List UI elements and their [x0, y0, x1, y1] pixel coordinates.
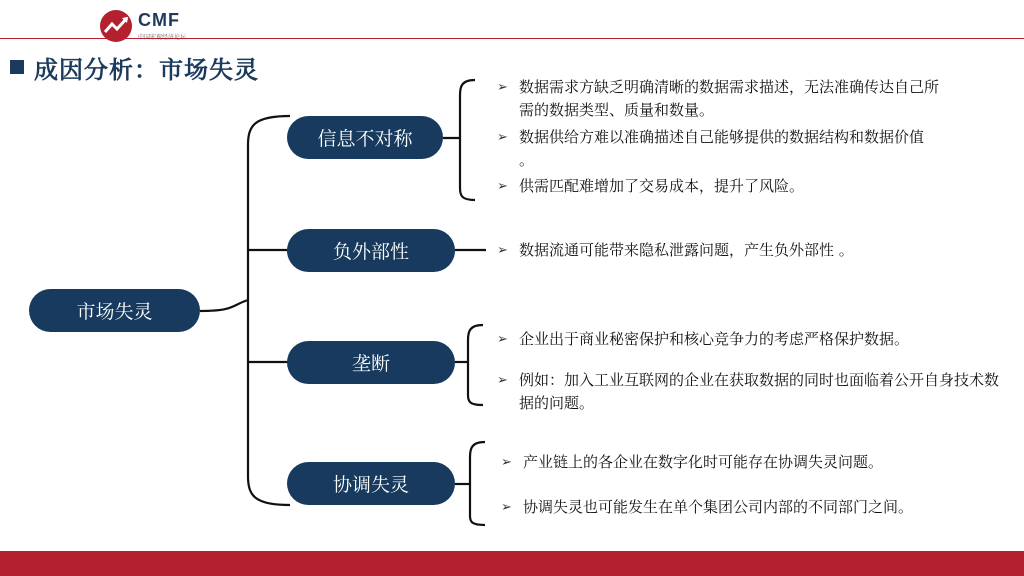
root-connector	[200, 300, 248, 311]
bullet-item	[497, 126, 942, 172]
arrow-bullet-icon: ➢	[497, 179, 508, 194]
bullet-item	[497, 76, 942, 122]
logo-text: CMF	[138, 10, 180, 30]
branch-1-bracket	[460, 80, 475, 200]
branch-node-info-asymmetry	[287, 116, 443, 159]
bullet-item	[497, 369, 1002, 415]
bullet-text: 企业出于商业秘密保护和核心竞争力的考虑严格保护数据。	[519, 330, 910, 348]
arrow-bullet-icon: ➢	[497, 332, 508, 347]
bullet-text: 例如：加入工业互联网的企业在获取数据的同时也面临着公开自身技术数据的问题。	[519, 371, 1000, 412]
branch-node-monopoly	[287, 341, 455, 384]
arrow-bullet-icon: ➢	[501, 455, 512, 470]
arrow-bullet-icon: ➢	[497, 80, 508, 95]
branch-node-label: 协调失灵	[332, 474, 409, 496]
root-node	[29, 289, 200, 332]
bullet-item	[497, 328, 1002, 351]
bullet-item	[497, 239, 942, 262]
bullet-text: 数据流通可能带来隐私泄露问题，产生负外部性 。	[519, 241, 854, 259]
bullet-item	[501, 451, 1001, 474]
branch-3-bracket	[468, 325, 483, 405]
arrow-bullet-icon: ➢	[497, 373, 508, 388]
arrow-bullet-icon: ➢	[501, 500, 512, 515]
bullet-item	[501, 496, 1001, 519]
branch-node-negative-externality	[287, 229, 455, 272]
branch-node-label: 垄断	[351, 353, 390, 375]
footer-bar	[0, 551, 1024, 576]
branch-4-bracket	[470, 442, 485, 525]
branch-node-label: 信息不对称	[317, 128, 413, 150]
page-title: 成因分析：市场失灵	[34, 56, 259, 84]
arrow-bullet-icon: ➢	[497, 243, 508, 258]
root-bracket	[248, 116, 290, 505]
branch-node-coordination-failure	[287, 462, 455, 505]
bullet-text: 供需匹配难增加了交易成本，提升了风险。	[519, 177, 805, 195]
arrow-bullet-icon: ➢	[497, 130, 508, 145]
bullet-item	[497, 175, 942, 198]
bullet-text: 产业链上的各企业在数字化时可能存在协调失灵问题。	[523, 453, 884, 471]
bullet-text: 数据供给方难以准确描述自己能够提供的数据结构和数据价值 。	[519, 128, 925, 169]
root-node-label: 市场失灵	[76, 301, 153, 323]
bullet-text: 数据需求方缺乏明确清晰的数据需求描述，无法准确传达自己所需的数据类型、质量和数量。	[519, 78, 940, 119]
branch-node-label: 负外部性	[332, 241, 409, 263]
bullet-text: 协调失灵也可能发生在单个集团公司内部的不同部门之间。	[523, 498, 914, 516]
